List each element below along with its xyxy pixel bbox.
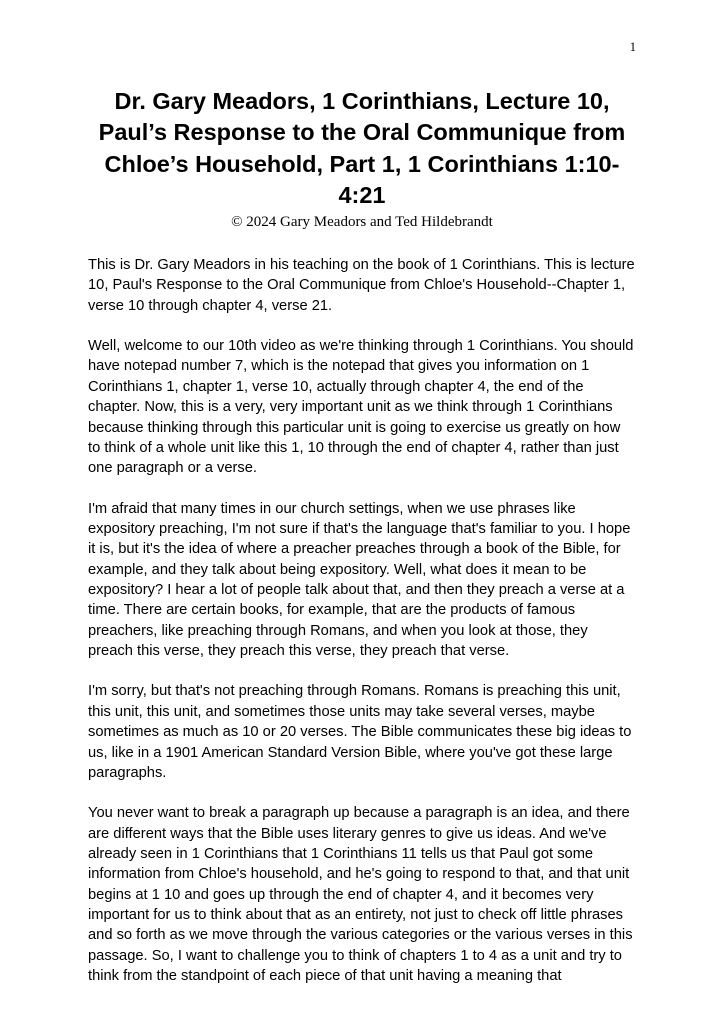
body-paragraph: I'm sorry, but that's not preaching through Romans. Romans is preaching this unit, this unit, this unit, and sometimes those units may take several verses, maybe sometimes as much as 10 or 20 verses. The Bible communicates these big ideas to us, like in a 1901 American Standard Version Bible, where you've got these large paragraphs. xyxy=(88,683,632,781)
body-paragraph: This is Dr. Gary Meadors in his teaching on the book of 1 Corinthians. This is lecture 10, Paul's Response to the Oral Communique from Chloe's Household--Chapter 1, verse 10 through chapter 4, verse 21. xyxy=(88,257,635,314)
copyright-line: © 2024 Gary Meadors and Ted Hildebrandt xyxy=(231,214,493,230)
document-title: Dr. Gary Meadors, 1 Corinthians, Lecture 10, Paul’s Response to the Oral Communique from Chloe’s Household, Part 1, 1 Corinthians 1:10-4:21 xyxy=(98,88,626,208)
document-body xyxy=(88,255,636,987)
body-paragraph: I'm afraid that many times in our church settings, when we use phrases like expository preaching, I'm not sure if that's the language that's familiar to you. I hope it is, but it's the idea of where a preacher preaches through a book of the Bible, for example, and they talk about being expository. Well, what does it mean to be expository? I hear a lot of people talk about that, and then they preach a verse at a time. There are certain books, for example, that are the products of famous preachers, like preaching through Romans, and when you look at those, they preach this verse, they preach this verse, they preach that verse. xyxy=(88,500,631,660)
body-paragraph: You never want to break a paragraph up because a paragraph is an idea, and there are different ways that the Bible uses literary genres to give us ideas. And we've already seen in 1 Corinthians that 1 Corinthians 11 tells us that Paul got some information from Chloe's household, and he's going to respond to that, and that unit begins at 1 10 and goes up through the end of chapter 4, and it becomes very important for us to think about that as an entirety, not just to check off little phrases and so forth as we move through the various categories or the various verses in this passage. So, I want to challenge you to think of chapters 1 to 4 as a unit and try to think from the standpoint of each piece of that unit having a meaning that xyxy=(88,805,633,985)
body-paragraph: Well, welcome to our 10th video as we're thinking through 1 Corinthians. You should have notepad number 7, which is the notepad that gives you information on 1 Corinthians 1, chapter 1, verse 10, actually through chapter 4, the end of the chapter. Now, this is a very, very important unit as we think through 1 Corinthians because thinking through this particular unit is going to exercise us greatly on how to think of a whole unit like this 1, 10 through the end of chapter 4, rather than just one paragraph or a verse. xyxy=(88,338,634,477)
page-number: 1 xyxy=(629,40,636,54)
